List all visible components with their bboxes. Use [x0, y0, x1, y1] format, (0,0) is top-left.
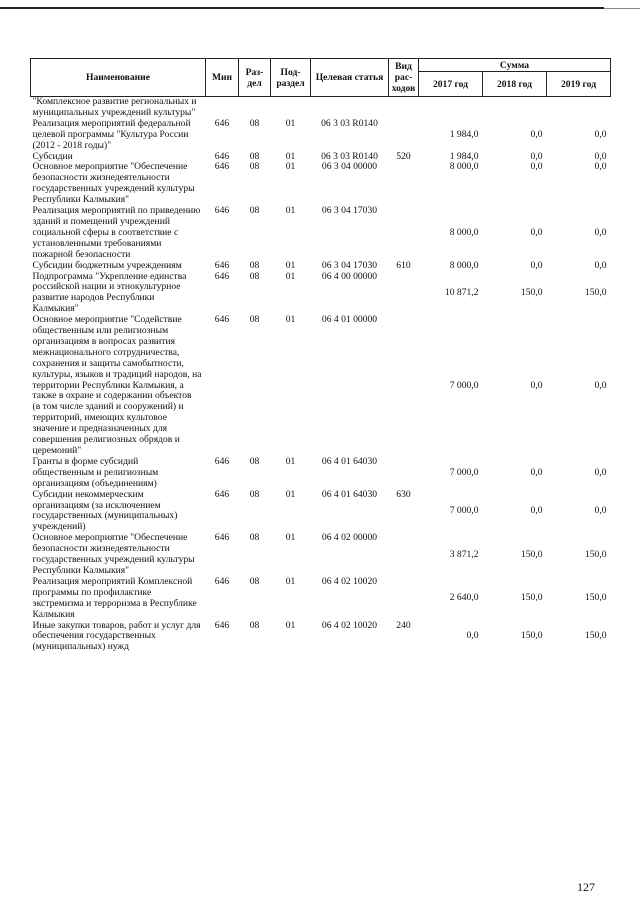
row-sum-2019: 0,0	[594, 466, 607, 478]
row-razdel: 08	[249, 270, 260, 282]
row-min: 646	[214, 575, 230, 587]
row-sum-2017: 8 000,0	[449, 226, 479, 238]
row-razdel: 08	[249, 117, 260, 129]
row-podrazdel: 01	[285, 150, 296, 162]
row-min	[206, 97, 239, 119]
table-row	[31, 97, 611, 119]
row-vid-rashodov	[389, 97, 419, 119]
row-sum-2017: 3 871,2	[449, 548, 479, 560]
row-podrazdel: 01	[285, 314, 296, 326]
row-podrazdel: 01	[285, 532, 296, 544]
row-name: Основное мероприятие "Содействие общественным или религиозным организациям в вопросах развития межнационального сотрудничества, сохранения и защиты самобытности, культуры, языков и традиций народов, на территории Республики Калмыкия, а также в охране и содержании объектов (в том числе зданий и сооружений) и территорий, имеющих культовое значение и предназначенных для совершения религиозных обрядов и церемоний"	[32, 314, 202, 456]
table-row	[31, 533, 611, 577]
row-sum-2019: 0,0	[594, 150, 607, 162]
row-sum-2017: 8 000,0	[449, 259, 479, 271]
row-podrazdel	[271, 97, 311, 119]
row-podrazdel: 01	[285, 455, 296, 467]
row-vid-rashodov: 520	[396, 150, 411, 162]
header-name: Наименование	[31, 59, 206, 97]
row-sum-2017: 7 000,0	[449, 466, 479, 478]
row-sum-2018: 0,0	[530, 150, 543, 162]
row-vid-rashodov	[389, 315, 419, 457]
row-celevaya-statya	[311, 97, 389, 119]
table-row	[31, 577, 611, 621]
row-razdel: 08	[249, 575, 260, 587]
row-razdel: 08	[249, 150, 260, 162]
row-sum-2017: 1 984,0	[449, 150, 479, 162]
row-razdel: 08	[249, 532, 260, 544]
row-min: 646	[214, 455, 230, 467]
row-vid-rashodov: 240	[396, 619, 411, 631]
row-min: 646	[214, 488, 230, 500]
row-vid-rashodov	[389, 162, 419, 206]
row-celevaya-statya: 06 3 04 17030	[321, 259, 378, 271]
row-sum-2017: 10 871,2	[444, 286, 479, 298]
row-vid-rashodov	[389, 457, 419, 490]
row-min: 646	[214, 150, 230, 162]
row-name: Субсидии бюджетным учреждениям	[32, 259, 182, 271]
row-celevaya-statya: 06 4 02 00000	[321, 532, 378, 544]
row-razdel: 08	[249, 488, 260, 500]
row-name: Реализация мероприятий Комплексной программы по профилактике экстремизма и терроризма в Республике Калмыкия	[32, 575, 197, 620]
row-podrazdel: 01	[285, 270, 296, 282]
row-celevaya-statya: 06 3 04 00000	[321, 161, 378, 173]
header-year-2018: 2018 год	[483, 72, 547, 97]
table-row	[31, 119, 611, 152]
row-sum-2017: 7 000,0	[449, 379, 479, 391]
row-min: 646	[214, 619, 230, 631]
row-name: Основное мероприятие "Обеспечение безопасности жизнедеятельности государственных учреждений культуры Республики Калмыкия"	[32, 532, 195, 576]
table-body	[31, 97, 611, 654]
row-min: 646	[214, 314, 230, 326]
table-row	[31, 457, 611, 490]
row-celevaya-statya: 06 3 03 R0140	[321, 117, 378, 129]
row-name: Субсидии	[32, 150, 73, 162]
row-razdel: 08	[249, 259, 260, 271]
page-number: 127	[577, 880, 595, 894]
row-name: "Комплексное развитие региональных и муниципальных учреждений культуры"	[32, 96, 197, 118]
row-razdel: 08	[249, 161, 260, 173]
row-celevaya-statya: 06 4 02 10020	[321, 619, 378, 631]
row-min: 646	[214, 259, 230, 271]
top-border-line	[0, 7, 604, 9]
row-min: 646	[214, 161, 230, 173]
row-name: Подпрограмма "Укрепление единства российской нации и этнокультурное развитие народов Республики Калмыкия"	[32, 270, 187, 315]
row-sum-2017: 0,0	[466, 630, 479, 642]
row-sum-2019: 0,0	[594, 379, 607, 391]
row-celevaya-statya: 06 3 04 17030	[321, 205, 378, 217]
row-sum-2019: 0,0	[594, 504, 607, 516]
header-celevaya-statya: Целевая статья	[311, 59, 389, 97]
table-row	[31, 315, 611, 457]
row-name: Иные закупки товаров, работ и услуг для обеспечения государственных (муниципальных) нужд	[32, 619, 201, 653]
row-sum-2019: 150,0	[584, 548, 607, 560]
row-sum-2017	[419, 97, 483, 119]
row-razdel: 08	[249, 455, 260, 467]
row-vid-rashodov	[389, 533, 419, 577]
row-sum-2018: 150,0	[520, 548, 543, 560]
row-sum-2018: 0,0	[530, 128, 543, 140]
row-celevaya-statya: 06 4 01 00000	[321, 314, 378, 326]
row-vid-rashodov	[389, 206, 419, 261]
header-summa: Сумма	[419, 59, 611, 72]
row-name: Субсидии некоммерческим организациям (за исключением государственных (муниципальных) учреждений)	[32, 488, 178, 533]
row-sum-2017: 1 984,0	[449, 128, 479, 140]
row-name: Гранты в форме субсидий общественным и религиозным организациям (объединениям)	[32, 455, 159, 489]
row-name: Реализация мероприятий по приведению зданий и помещений учреждений социальной сферы в соответствие с установленными требованиями пожарной безопасности	[32, 205, 201, 260]
row-sum-2018: 0,0	[530, 259, 543, 271]
header-year-2019: 2019 год	[547, 72, 611, 97]
row-sum-2018: 0,0	[530, 161, 543, 173]
table-row	[31, 621, 611, 654]
table-header	[31, 59, 611, 97]
row-celevaya-statya: 06 3 03 R0140	[321, 150, 378, 162]
header-podrazdel: Под-раздел	[271, 59, 311, 97]
table-row	[31, 206, 611, 261]
row-sum-2017: 2 640,0	[449, 592, 479, 604]
row-vid-rashodov	[389, 577, 419, 621]
row-razdel: 08	[249, 619, 260, 631]
row-sum-2019: 0,0	[594, 259, 607, 271]
row-min: 646	[214, 532, 230, 544]
row-vid-rashodov	[389, 119, 419, 152]
row-sum-2019: 150,0	[584, 630, 607, 642]
row-sum-2018: 150,0	[520, 630, 543, 642]
row-sum-2018: 0,0	[530, 466, 543, 478]
row-min: 646	[214, 270, 230, 282]
row-celevaya-statya: 06 4 02 10020	[321, 575, 378, 587]
row-sum-2019: 150,0	[584, 592, 607, 604]
row-sum-2018	[483, 97, 547, 119]
table-row	[31, 162, 611, 206]
row-podrazdel: 01	[285, 205, 296, 217]
row-razdel: 08	[249, 205, 260, 217]
budget-table	[30, 58, 611, 653]
row-sum-2017: 8 000,0	[449, 161, 479, 173]
row-podrazdel: 01	[285, 575, 296, 587]
header-min: Мин	[206, 59, 239, 97]
row-podrazdel: 01	[285, 117, 296, 129]
row-celevaya-statya: 06 4 01 64030	[321, 488, 378, 500]
row-sum-2017: 7 000,0	[449, 504, 479, 516]
row-razdel	[239, 97, 271, 119]
row-vid-rashodov: 610	[396, 259, 411, 271]
row-sum-2019	[547, 97, 611, 119]
header-year-2017: 2017 год	[419, 72, 483, 97]
row-podrazdel: 01	[285, 619, 296, 631]
row-min: 646	[214, 117, 230, 129]
row-sum-2019: 0,0	[594, 161, 607, 173]
header-razdel: Раз-дел	[239, 59, 271, 97]
row-sum-2019: 0,0	[594, 128, 607, 140]
row-sum-2018: 0,0	[530, 226, 543, 238]
row-sum-2019: 150,0	[584, 286, 607, 298]
row-sum-2018: 0,0	[530, 504, 543, 516]
row-sum-2019: 0,0	[594, 226, 607, 238]
row-podrazdel: 01	[285, 259, 296, 271]
row-podrazdel: 01	[285, 488, 296, 500]
top-border-line-faint	[604, 8, 640, 9]
row-sum-2018: 0,0	[530, 379, 543, 391]
table-row	[31, 490, 611, 534]
row-vid-rashodov	[389, 272, 419, 316]
row-razdel: 08	[249, 314, 260, 326]
row-min: 646	[214, 205, 230, 217]
row-celevaya-statya: 06 4 00 00000	[321, 270, 378, 282]
row-sum-2018: 150,0	[520, 286, 543, 298]
row-sum-2018: 150,0	[520, 592, 543, 604]
row-name: Основное мероприятие "Обеспечение безопасности жизнедеятельности государственных учреждений культуры Республики Калмыкия"	[32, 161, 195, 206]
row-podrazdel: 01	[285, 161, 296, 173]
table-row	[31, 272, 611, 316]
row-vid-rashodov: 630	[396, 488, 411, 500]
table-row	[31, 261, 611, 272]
header-vid-rashodov: Вид рас-ходов	[389, 59, 419, 97]
row-name: Реализация мероприятий федеральной целевой программы "Культура России (2012 - 2018 годы)"	[32, 117, 191, 151]
row-celevaya-statya: 06 4 01 64030	[321, 455, 378, 467]
